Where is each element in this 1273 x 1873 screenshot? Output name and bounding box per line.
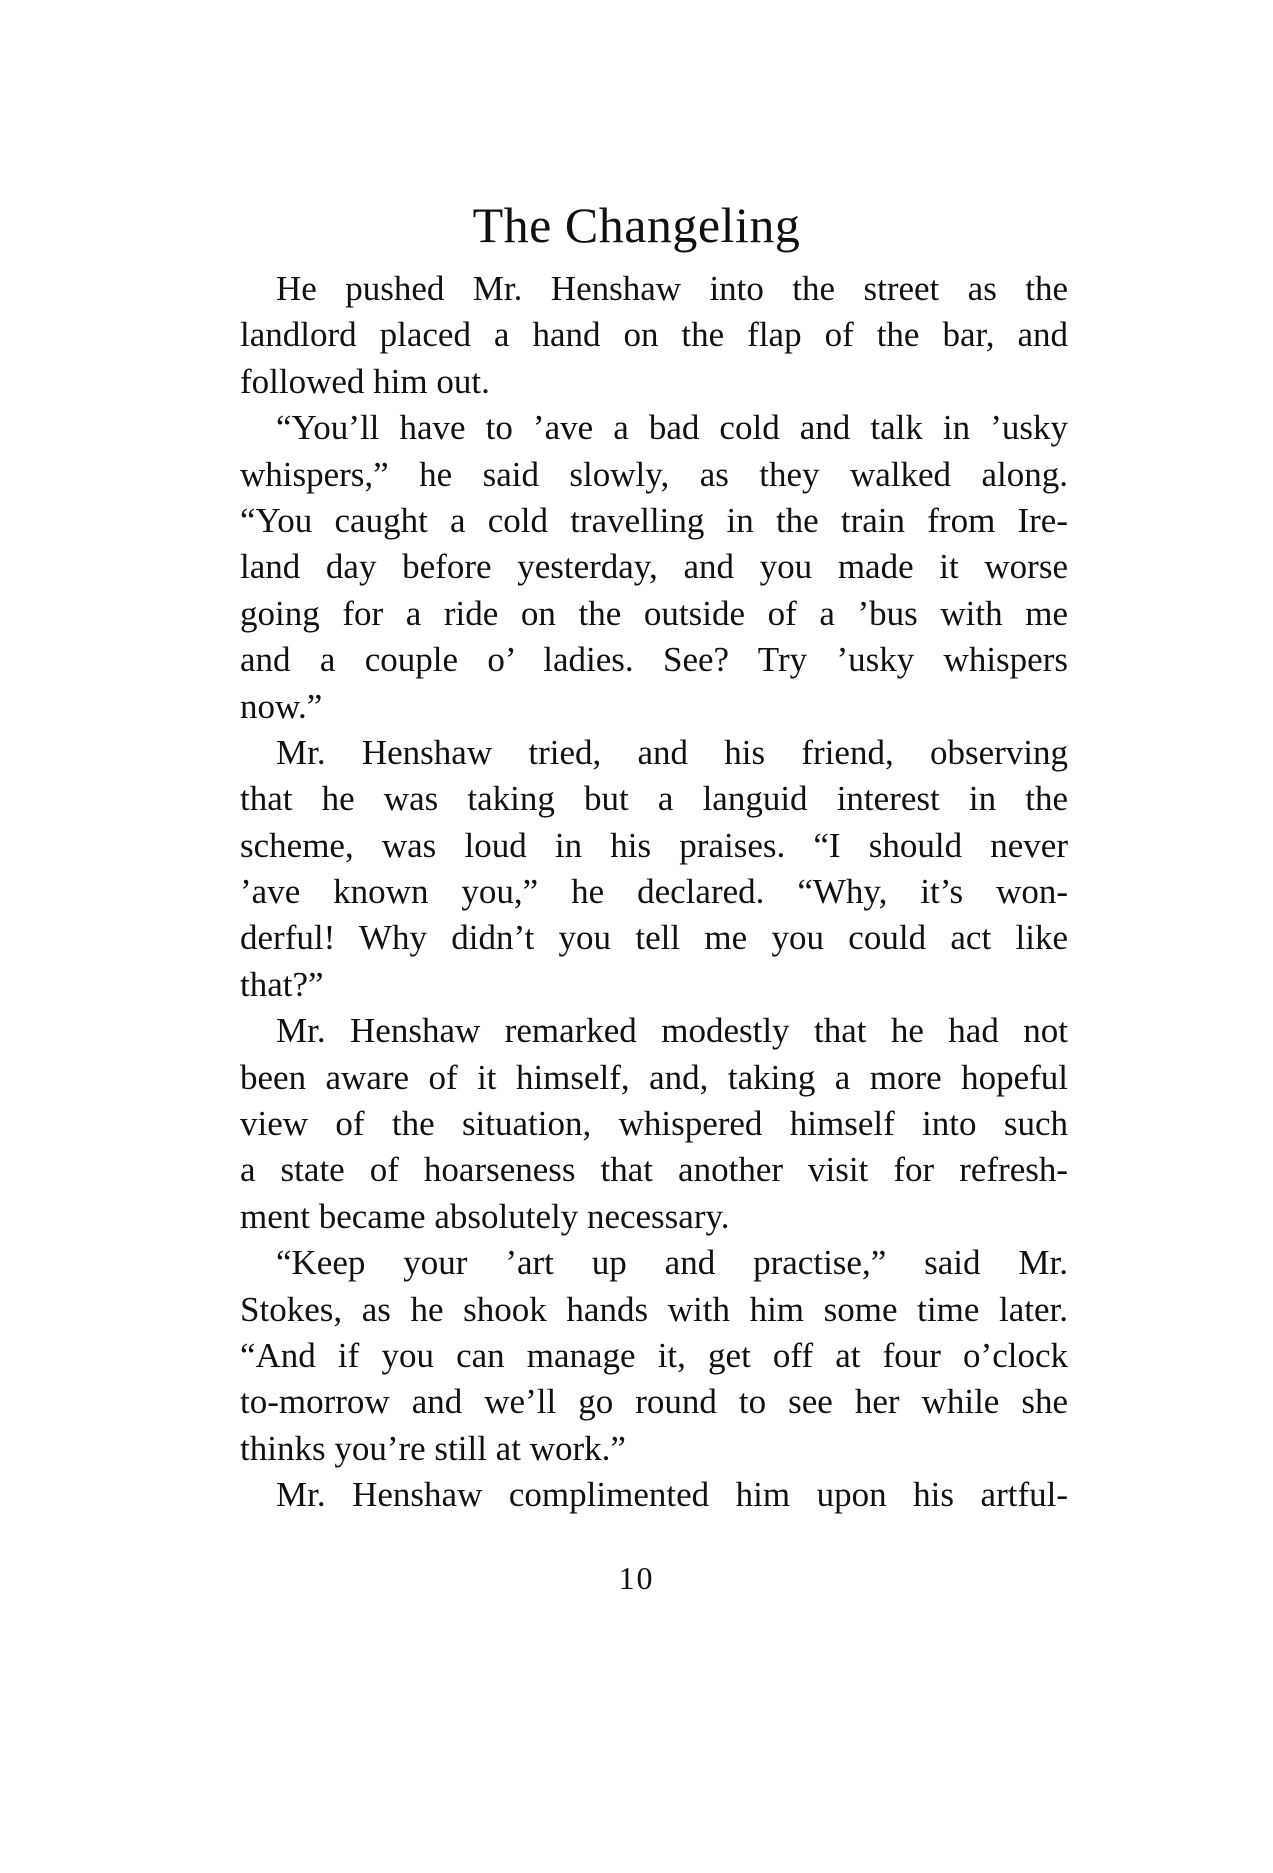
text-line: whispers,” he said slowly, as they walked along. [240, 454, 1068, 494]
text-line: that he was taking but a languid interest in the [240, 779, 1068, 819]
text-line: now.” [240, 686, 323, 726]
text-line: landlord placed a hand on the flap of the bar, and [240, 315, 1068, 355]
text-line: Mr. Henshaw tried, and his friend, observing [276, 732, 1068, 772]
text-line: and a couple o’ ladies. See? Try ’usky whispers [240, 640, 1068, 680]
text-line: going for a ride on the outside of a ’bus with me [240, 593, 1068, 633]
text-line: “And if you can manage it, get off at four o’clock [240, 1335, 1068, 1375]
running-head: The Changeling [472, 197, 801, 253]
text-line: “You’ll have to ’ave a bad cold and talk in ’usky [276, 408, 1068, 448]
text-line: Mr. Henshaw remarked modestly that he had not [276, 1011, 1068, 1051]
text-line: He pushed Mr. Henshaw into the street as the [276, 269, 1068, 308]
text-line: that?” [240, 964, 324, 1004]
text-line: been aware of it himself, and, taking a more hopeful [240, 1057, 1068, 1097]
text-line: “You caught a cold travelling in the train from Ire- [240, 500, 1068, 540]
text-line: land day before yesterday, and you made it worse [240, 547, 1068, 587]
text-line: a state of hoarseness that another visit for refresh- [240, 1150, 1068, 1190]
text-line: thinks you’re still at work.” [240, 1428, 626, 1468]
text-line: ment became absolutely necessary. [240, 1196, 730, 1236]
body-text [240, 266, 1068, 1519]
text-line: to-morrow and we’ll go round to see her while she [240, 1382, 1068, 1422]
page-number: 10 [618, 1560, 655, 1596]
text-line: “Keep your ’art up and practise,” said Mr. [276, 1243, 1068, 1283]
text-line: ’ave known you,” he declared. “Why, it’s won- [240, 872, 1068, 912]
text-line: view of the situation, whispered himself into such [240, 1104, 1068, 1144]
text-line: Mr. Henshaw complimented him upon his artful- [276, 1475, 1068, 1515]
text-line: scheme, was loud in his praises. “I should never [240, 825, 1068, 865]
text-line: followed him out. [240, 361, 490, 401]
text-line: Stokes, as he shook hands with him some time later. [240, 1289, 1068, 1329]
text-line: derful! Why didn’t you tell me you could act like [240, 918, 1068, 958]
